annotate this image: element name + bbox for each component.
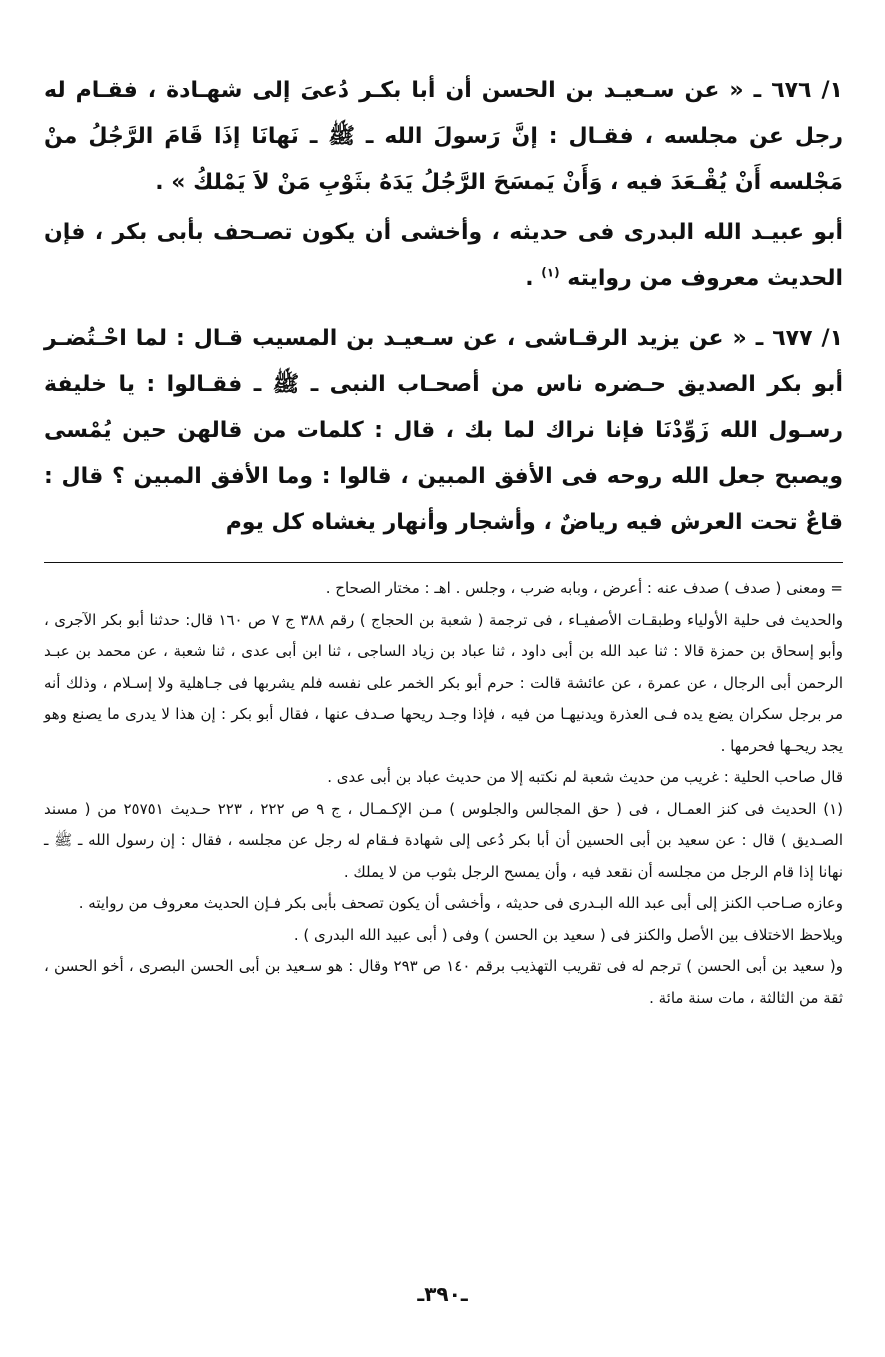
hadith-comment [44, 210, 843, 302]
footnote-paragraph: ويلاحظ الاختلاف بين الأصل والكنز فى ( سعيد بن الحسن ) وفى ( أبى عبيد الله البدرى ) . [293, 925, 843, 944]
footnote-divider [44, 562, 843, 563]
hadith-677 [44, 316, 843, 546]
hadith-text: « عن سـعيـد بن الحسن أن أبا بكـر دُعىَ إلى شهـادة ، فقـام له رجل عن مجلسه ، فقـال : إنَّ رَسولَ الله ـ ﷺ ـ نَهانَا إذَا قَامَ الرَّجُلُ منْ مَجْلسه أَنْ يُقْـعَدَ فيه ، وَأَنْ يَمسَحَ الرَّجُلُ يَدَهُ بثَوْبِ مَنْ لاَ يَمْلكُ » . [44, 78, 843, 195]
main-text [44, 68, 843, 546]
hadith-676 [44, 68, 843, 206]
footnote-marker[interactable]: (١) [541, 265, 560, 280]
hadith-ref: ١/ ٦٧٦ ـ [753, 78, 843, 103]
footnote-paragraph: وعازه صـاحب الكنز إلى أبى عبد الله البـدرى فى حديثه ، وأخشى أن يكون تصحف بأبى بكر فـإن الحديث معروف من روايته . [78, 894, 843, 912]
comment-end: . [525, 266, 534, 291]
footnote-paragraph: = ومعنى ( صدف ) صدف عنه : أعرض ، وبابه ضرب ، وجلس . اهـ : مختار الصحاح . [325, 579, 843, 597]
hadith-text: « عن يزيد الرقـاشى ، عن سـعيـد بن المسيب قـال : لما احْـتُضـر أبو بكر الصديق حـضره ناس من أصحـاب النبى ـ ﷺ ـ فقـالوا : يا خليفة رسـول الله زَوِّدْنَا فإنا نراك لما بك ، قال : كلمات من قالهن حين يُمْسى ويصبح جعل الله روحه فى الأفق المبين ، قالوا : وما الأفق المبين ؟ قال : قاعٌ تحت العرش فيه رياضٌ ، وأشجار وأنهار يغشاه كل يوم [44, 326, 843, 535]
hadith-ref: ١/ ٦٧٧ ـ [755, 326, 843, 351]
footnote-paragraph: والحديث فى حلية الأولياء وطبقـات الأصفيـاء ، فى ترجمة ( شعبة بن الحجاج ) رقم ٣٨٨ ج ٧ ص ١٦٠ قال: حدثنا أبو بكر الآجرى ، وأبو إسحاق بن حمزة قالا : ثنا عبد الله بن أبى داود ، ثنا عباد بن زياد الساجى ، ثنا ابن أبى عدى ، ثنا شعبة ، عن محمد بن عبـد الرحمن أبى الرجال ، عن عمرة ، عن عائشة قالت : حرم أبو بكر الخمر على نفسه فلم يشربها فى جـاهلية ولا إسـلام ، وذلك أنه مر برجل سكران يضع يده فـى العذرة ويدنيهـا من فيه ، فإذا وجـد ريحها صـدف عنها ، فقال أبو بكر : إن هذا لا يدرى ما يصنع وهو يجد ريحـها فحرمها . [44, 610, 844, 755]
footnote-paragraph: (١) الحديث فى كنز العمـال ، فى ( حق المجالس والجلوس ) مـن الإكـمـال ، ج ٩ ص ٢٢٢ ، ٢٢٣ حـديث ٢٥٧٥١ من ( مسند الصـديق ) قال : عن سعيد بن أبى الحسين أن أبا بكر دُعى إلى شهادة فـقام له رجل عن مجلسه ، فقال : إن رسول الله ـ ﷺ ـ نهانا إذا قام الرجل من مجلسه أن نقعد فيه ، وأن يمسح الرجل بثوب من لا يملك . [44, 799, 843, 881]
page-number: ـ٣٩٠ـ [417, 1282, 468, 1306]
footnote-paragraph: قال صاحب الحلية : غريب من حديث شعبة لم نكتبه إلا من حديث عباد بن أبى عدى . [327, 768, 843, 786]
footnote-paragraph: و( سعيد بن أبى الحسن ) ترجم له فى تقريب التهذيب برقم ١٤٠ ص ٢٩٣ وقال : هو سـعيد بن أبى الحسن البصرى ، أخو الحسن ، ثقة من الثالثة ، مات سنة مائة . [44, 957, 844, 1007]
footnotes [44, 573, 843, 1014]
comment-text: أبو عبيـد الله البدرى فى حديثه ، وأخشى أن يكون تصـحف بأبى بكر ، فإن الحديث معروف من روايته [44, 220, 843, 291]
